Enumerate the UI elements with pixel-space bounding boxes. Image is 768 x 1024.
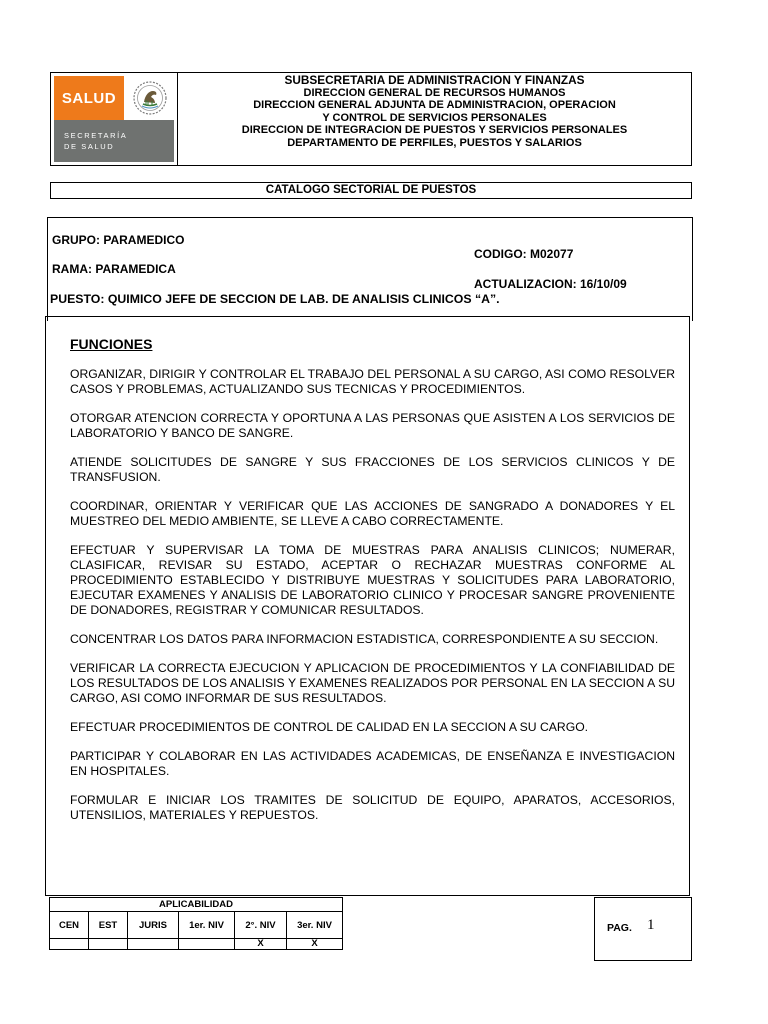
logo-brand: SALUD <box>54 76 124 120</box>
function-item: VERIFICAR LA CORRECTA EJECUCION Y APLICACION DE PROCEDIMIENTOS Y LA CONFIABILIDAD DE LOS RESULTADOS DE LOS ANALISIS Y EXAMENES REALIZADOS POR PERSONAL EN LA SECCION A SU CARGO, ASI COMO INFORMAR DE SUS RESULTADOS. <box>70 661 675 705</box>
salud-logo <box>54 76 174 162</box>
rama-field: RAMA: PARAMEDICA <box>52 262 176 276</box>
page-number-box <box>594 897 692 961</box>
col-cen: CEN <box>50 912 89 939</box>
grupo-field: GRUPO: PARAMEDICO <box>52 233 185 247</box>
mark-1er-niv <box>179 939 235 950</box>
col-est: EST <box>89 912 128 939</box>
header-line: DIRECCION DE INTEGRACION DE PUESTOS Y SERVICIOS PERSONALES <box>241 124 628 137</box>
catalog-title: CATALOGO SECTORIAL DE PUESTOS <box>50 182 692 199</box>
applicability-title: APLICABILIDAD <box>50 898 343 912</box>
mexican-eagle-seal-icon <box>132 80 168 116</box>
mark-juris <box>128 939 179 950</box>
header-line: DIRECCION GENERAL ADJUNTA DE ADMINISTRACION, OPERACION <box>253 99 616 112</box>
header-line: SUBSECRETARIA DE ADMINISTRACION Y FINANZAS <box>284 73 585 87</box>
applicability-header-row <box>50 898 343 912</box>
logo-subtitle <box>64 130 127 152</box>
function-item: ATIENDE SOLICITUDES DE SANGRE Y SUS FRACCIONES DE LOS SERVICIOS CLINICOS Y DE TRANSFUSION. <box>70 455 675 484</box>
applicability-marks-row <box>50 939 343 950</box>
function-item: ORGANIZAR, DIRIGIR Y CONTROLAR EL TRABAJO DEL PERSONAL A SU CARGO, ASI COMO RESOLVER CASOS Y PROBLEMAS, ACTUALIZANDO SUS TECNICAS Y PROCEDIMIENTOS. <box>70 367 675 396</box>
col-juris: JURIS <box>128 912 179 939</box>
col-2-niv: 2°. NIV <box>235 912 287 939</box>
mark-cen <box>50 939 89 950</box>
logo-cell <box>51 73 178 165</box>
function-item: FORMULAR E INICIAR LOS TRAMITES DE SOLICITUD DE EQUIPO, APARATOS, ACCESORIOS, UTENSILIOS, MATERIALES Y REPUESTOS. <box>70 793 675 822</box>
function-item: EFECTUAR PROCEDIMIENTOS DE CONTROL DE CALIDAD EN LA SECCION A SU CARGO. <box>70 720 589 734</box>
puesto-field: PUESTO: QUIMICO JEFE DE SECCION DE LAB. DE ANALISIS CLINICOS “A”. <box>50 292 500 306</box>
header-line: DIRECCION GENERAL DE RECURSOS HUMANOS <box>303 86 566 99</box>
page-label: PAG. <box>607 922 632 934</box>
col-3er-niv: 3er. NIV <box>287 912 343 939</box>
functions-title: FUNCIONES <box>70 336 153 352</box>
applicability-columns-row <box>50 912 343 939</box>
header-line: DEPARTAMENTO DE PERFILES, PUESTOS Y SALARIOS <box>287 136 582 149</box>
logo-subtitle-line2: DE SALUD <box>64 142 115 151</box>
mark-est <box>89 939 128 950</box>
function-item: COORDINAR, ORIENTAR Y VERIFICAR QUE LAS ACCIONES DE SANGRADO A DONADORES Y EL MUESTREO DEL MEDIO AMBIENTE, SE LLEVE A CABO CORRECTAMENTE. <box>70 499 675 528</box>
col-1er-niv: 1er. NIV <box>179 912 235 939</box>
header-line: Y CONTROL DE SERVICIOS PERSONALES <box>322 111 547 124</box>
function-item: CONCENTRAR LOS DATOS PARA INFORMACION ESTADISTICA, CORRESPONDIENTE A SU SECCION. <box>70 632 659 646</box>
function-item: PARTICIPAR Y COLABORAR EN LAS ACTIVIDADES ACADEMICAS, DE ENSEÑANZA E INVESTIGACION EN HOSPITALES. <box>70 749 675 778</box>
function-item: OTORGAR ATENCION CORRECTA Y OPORTUNA A LAS PERSONAS QUE ASISTEN A LOS SERVICIOS DE LABORATORIO Y BANCO DE SANGRE. <box>70 411 675 440</box>
logo-subtitle-line1: SECRETARÍA <box>64 131 128 140</box>
document-header <box>50 72 692 166</box>
header-text <box>178 73 691 165</box>
mark-3er-niv: X <box>287 939 343 950</box>
function-item: EFECTUAR Y SUPERVISAR LA TOMA DE MUESTRAS PARA ANALISIS CLINICOS; NUMERAR, CLASIFICAR, REVISAR SU ESTADO, ACEPTAR O RECHAZAR MUESTRAS CONFORME AL PROCEDIMIENTO ESTABLECIDO Y DISTRIBUYE MUESTRAS Y SOLICITUDES PARA LABORATORIO, EJECUTAR EXAMENES Y ANALISIS DE LABORATORIO CLINICO Y PROCESAR SANGRE PROVENIENTE DE DONADORES, REGISTRAR Y COMUNICAR RESULTADOS. <box>70 543 675 617</box>
codigo-field: CODIGO: M02077 <box>474 247 574 261</box>
logo-top-band <box>54 76 174 120</box>
actualizacion-field: ACTUALIZACION: 16/10/09 <box>474 277 627 291</box>
applicability-table <box>49 897 343 950</box>
mark-2-niv: X <box>235 939 287 950</box>
page-number: 1 <box>647 917 655 933</box>
functions-list <box>70 367 675 837</box>
